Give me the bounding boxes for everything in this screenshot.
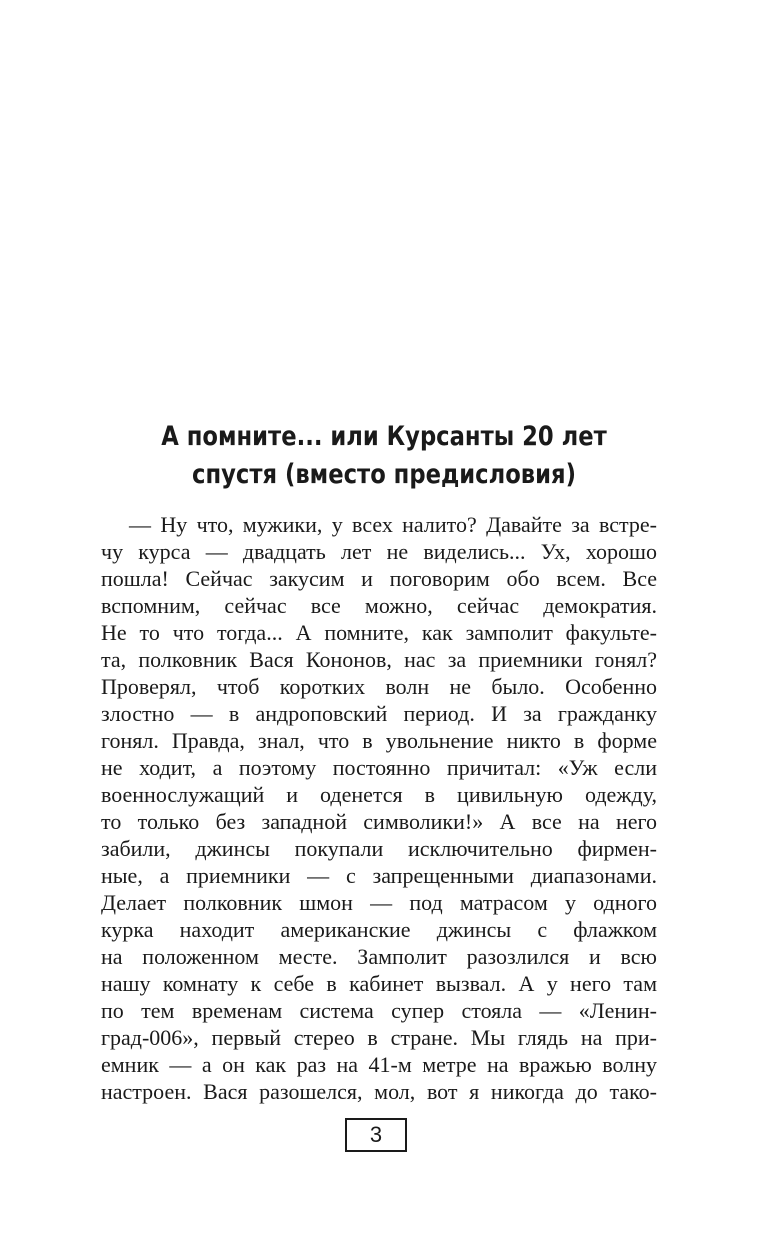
chapter-title-line-2: спустя (вместо предисловия) xyxy=(192,459,576,490)
chapter-title xyxy=(145,418,622,494)
text-line: Не то что тогда... А помните, как замполит факульте- xyxy=(101,620,657,645)
text-line: нашу комнату к себе в кабинет вызвал. А у него там xyxy=(101,971,657,996)
text-line: Делает полковник шмон — под матрасом у одного xyxy=(101,890,657,915)
text-line: — Ну что, мужики, у всех налито? Давайте за встре- xyxy=(129,512,657,537)
text-line: курка находит американские джинсы с флажком xyxy=(101,917,657,942)
page-number: 3 xyxy=(345,1118,407,1152)
text-line: емник — а он как раз на 41-м метре на вражью волну xyxy=(101,1052,657,1077)
text-line: пошла! Сейчас закусим и поговорим обо всем. Все xyxy=(101,566,657,591)
text-line: то только без западной символики!» А все на него xyxy=(101,809,657,834)
text-line: вспомним, сейчас все можно, сейчас демократия. xyxy=(101,593,657,618)
text-line: Проверял, чтоб коротких волн не было. Особенно xyxy=(101,674,657,699)
body-text xyxy=(101,511,657,1105)
chapter-title-line-1: А помните... или Курсанты 20 лет xyxy=(161,421,607,452)
text-line: на положенном месте. Замполит разозлился и всю xyxy=(101,944,657,969)
text-line: гонял. Правда, знал, что в увольнение никто в форме xyxy=(101,728,657,753)
text-line: забили, джинсы покупали исключительно фирмен- xyxy=(101,836,657,861)
text-line: та, полковник Вася Кононов, нас за приемники гонял? xyxy=(101,647,657,672)
text-line: настроен. Вася разошелся, мол, вот я никогда до тако- xyxy=(101,1079,657,1104)
text-line: военнослужащий и оденется в цивильную одежду, xyxy=(101,782,657,807)
text-line: чу курса — двадцать лет не виделись... Ух, хорошо xyxy=(101,539,657,564)
text-line: по тем временам система супер стояла — «Ленин- xyxy=(101,998,657,1023)
text-line: злостно — в андроповский период. И за гражданку xyxy=(101,701,657,726)
text-line: не ходит, а поэтому постоянно причитал: «Уж если xyxy=(101,755,657,780)
text-line: ные, а приемники — с запрещенными диапазонами. xyxy=(101,863,657,888)
text-line: град-006», первый стерео в стране. Мы глядь на при- xyxy=(101,1025,657,1050)
